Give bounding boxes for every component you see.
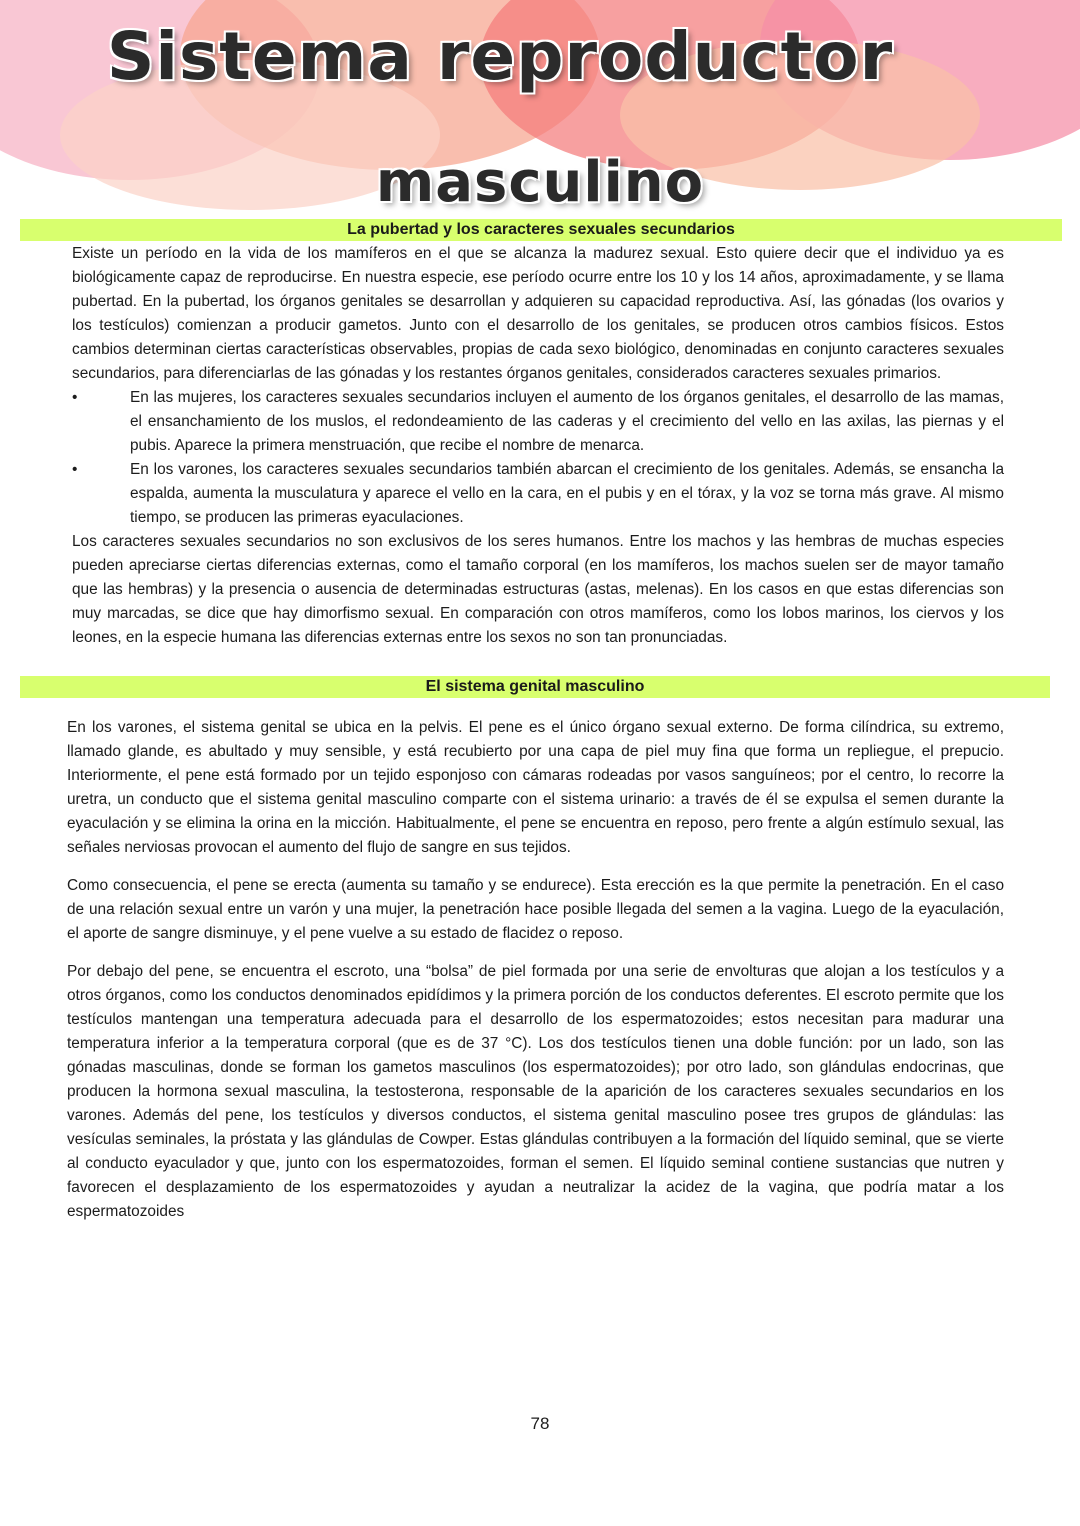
page-title-line-2: masculino (375, 150, 705, 215)
bullet-icon: • (72, 389, 78, 406)
paragraph: En los varones, el sistema genital se ubica en la pelvis. El pene es el único órgano sexual externo. De forma cilíndrica, su extremo, llamado glande, es abultado y muy sensible, y está recubierto por una capa de piel muy fina que forma un repliegue, el prepucio. Interiormente, el pene está formado por un tejido esponjoso con cámaras rodeadas por vasos sanguíneos; por el centro, lo recorre la uretra, un conducto que el sistema genital masculino comparte con el sistema urinario: a través de él se expulsa el semen durante la eyaculación y se elimina la orina en la micción. Habitualmente, el pene se encuentra en reposo, pero frente a algún estímulo sexual, las señales nerviosas provocan el aumento del flujo de sangre en sus tejidos. (67, 719, 1004, 856)
list-item (72, 386, 1004, 458)
paragraph: Por debajo del pene, se encuentra el escroto, una “bolsa” de piel formada por una serie de envolturas que alojan a los testículos y a otros órganos, como los conductos denominados epidídimos y la primera porción de los conductos deferentes. El escroto permite que los testículos mantengan una temperatura adecuada para el desarrollo de los espermatozoides; estos necesitan para madurar una temperatura inferior a la temperatura corporal (que es de 37 °C). Los dos testículos tienen una doble función: por un lado, son las gónadas masculinas, donde se forman los gametos masculinos (los espermatozoides); por otro lado, son glándulas endocrinas, que producen la hormona sexual masculina, la testosterona, responsable de la aparición de los caracteres sexuales secundarios en los varones. Además del pene, los testículos y diversos conductos, el sistema genital masculino posee tres grupos de glándulas: las vesículas seminales, la próstata y las glándulas de Cowper. Estas glándulas contribuyen a la formación del líquido seminal, que se vierte al conducto eyaculador y que, junto con los espermatozoides, forman el semen. El líquido seminal contiene sustancias que nutren y favorecen el desplazamiento de los espermatozoides y ayudan a neutralizar la acidez de la vagina, que podría matar a los espermatozoides (67, 963, 1004, 1220)
page-number: 78 (530, 1414, 550, 1433)
paragraph: Existe un período en la vida de los mamíferos en el que se alcanza la madurez sexual. Esto quiere decir que el individuo ya es biológicamente capaz de reproducirse. En nuestra especie, ese período ocurre entre los 10 y los 14 años, aproximadamente, y se llama pubertad. En la pubertad, los órganos genitales se desarrollan y adquieren su capacidad reproductiva. Así, las gónadas (los ovarios y los testículos) comienzan a producir gametos. Junto con el desarrollo de los genitales, se producen otros cambios físicos. Estos cambios determinan ciertas características observables, propias de cada sexo biológico, denominadas en conjunto caracteres sexuales secundarios, para diferenciarlas de las gónadas y los restantes órganos genitales, considerados caracteres sexuales primarios. (72, 245, 1004, 382)
page-title-line-1: Sistema reproductor (106, 18, 894, 95)
paragraph: Como consecuencia, el pene se erecta (aumenta su tamaño y se endurece). Esta erección es la que permite la penetración. En el caso de una relación sexual entre un varón y una mujer, la penetración hace posible llegada del semen a la vagina. Luego de la eyaculación, el aporte de sangre disminuye, y el pene vuelve a su estado de flacidez o reposo. (67, 877, 1004, 942)
section-male-genital-body (67, 716, 1004, 1238)
paragraph: Los caracteres sexuales secundarios no son exclusivos de los seres humanos. Entre los machos y las hembras de muchas especies pueden apreciarse ciertas diferencias externas, como el tamaño corporal (en los mamíferos, los machos suelen ser de mayor tamaño que las hembras) y la presencia o ausencia de determinadas estructuras (astas, melenas). En los casos en que estas diferencias son muy marcadas, se dice que hay dimorfismo sexual. En comparación con otros mamíferos, como los lobos marinos, los ciervos y los leones, en la especie humana las diferencias externas entre los sexos no son tan pronunciadas. (72, 533, 1004, 646)
section-heading-puberty: La pubertad y los caracteres sexuales secundarios (20, 219, 1062, 241)
list-item (72, 458, 1004, 530)
bullet-icon: • (72, 461, 78, 478)
list-item-text: En las mujeres, los caracteres sexuales secundarios incluyen el aumento de los órganos genitales, el desarrollo de las mamas, el ensanchamiento de los muslos, el redondeamiento de las caderas y el crecimiento del vello en las axilas, las piernas y el pubis. Aparece la primera menstruación, que recibe el nombre de menarca. (130, 389, 1004, 454)
section-heading-male-genital-system: El sistema genital masculino (20, 676, 1050, 698)
section-puberty-body (72, 242, 1004, 650)
list-item-text: En los varones, los caracteres sexuales secundarios también abarcan el crecimiento de los genitales. Además, se ensancha la espalda, aumenta la musculatura y aparece el vello en la cara, en el pubis y en el tórax, y la voz se torna más grave. Al mismo tiempo, se producen las primeras eyaculaciones. (130, 461, 1004, 526)
